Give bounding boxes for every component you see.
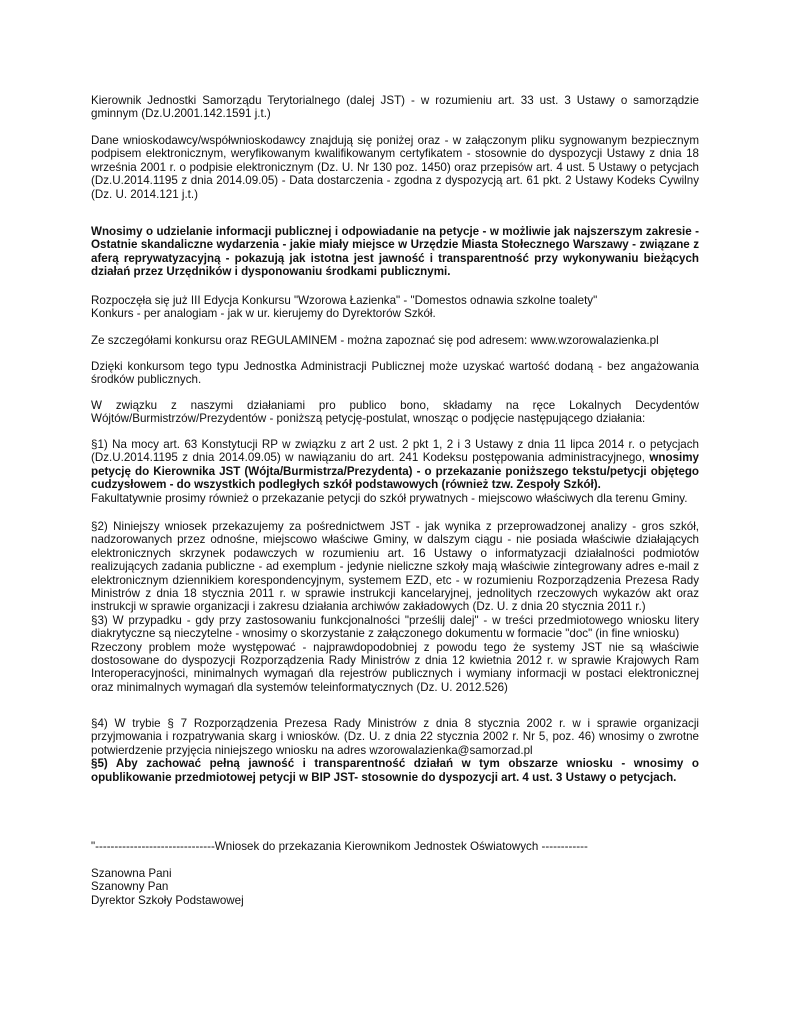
contest-line: Rozpoczęła się już III Edycja Konkursu "Wzorowa Łazienka" - "Domestos odnawia szkolne toalety": [91, 294, 598, 307]
contest-line: Konkurs - per analogiam - jak w ur. kierujemy do Dyrektorów Szkół.: [91, 307, 436, 321]
applicant-paragraph: Dane wnioskodawcy/współwnioskodawcy znajdują się poniżej oraz - w załączonym pliku sygnowanym bezpiecznym podpisem elektronicznym, weryfikowanym kwalifikowanym certyfikatem - stosownie do dyspozycji Ustawy z dnia 18 września 2001 r. o podpisie elektronicznym (Dz. U. Nr 130 poz. 1450) oraz przepisów art. 4 ust. 5 Ustawy o petycjach (Dz.U.2014.1195 z dnia 2014.09.05) - Data dostarczenia - zgodna z dyspozycją art. 61 pkt. 2 Ustawy Kodeks Cywilny (Dz. U. 2014.121 j.t.): [91, 134, 699, 201]
section-1-optional: Fakultatywnie prosimy również o przekazanie petycji do szkół prywatnych - miejscowo właściwych dla terenu Gminy.: [91, 491, 688, 505]
section-2: [91, 520, 699, 694]
salutation-line: Szanowna Pani: [91, 867, 172, 880]
context-paragraph: W związku z naszymi działaniami pro publico bono, składamy na ręce Lokalnych Decydentów Wójtów/Burmistrzów/Prezydentów - poniższą petycję-postulat, wnosząc o podjęcie następującego działania:: [91, 399, 699, 426]
addressee-paragraph: Kierownik Jednostki Samorządu Terytorialnego (dalej JST) - w rozumieniu art. 33 ust. 3 Ustawy o samorządzie gminnym (Dz.U.2001.142.1591 j.t.): [91, 94, 699, 121]
section-1-bold-text: wnosimy petycję do Kierownika JST (Wójta/Burmistrza/Prezydenta) - o przekazanie poniższego tekstu/petycji objętego cudzysłowem - do wszystkich podległych szkół podstawowych (również tzw. Zespoły Szkół).: [91, 451, 699, 492]
value-section: [91, 360, 699, 387]
section-5-paragraph: §5) Aby zachować pełną jawność i transparentność działań w tym obszarze wniosku - wnosimy o opublikowanie przedmiotowej petycji w BIP JST- stosownie do dyspozycji art. 4 ust. 3 Ustawy o petycjach.: [91, 757, 699, 784]
section-1: [91, 438, 699, 505]
salutation-section: [91, 867, 699, 907]
salutation-line: Dyrektor Szkoły Podstawowej: [91, 893, 244, 907]
section-3-paragraph-2: Rzeczony problem może występować - najprawdopodobniej z powodu tego że systemy JST nie są właściwie dostosowane do dyspozycji Rozporządzenia Rady Ministrów z dnia 12 kwietnia 2012 r. w sprawie Krajowych Ram Interoperacyjności, minimalnych wymagań dla rejestrów publicznych i wymiany informacji w postaci elektronicznej oraz minimalnych wymagań dla systemów teleinformatycznych (Dz. U. 2012.526): [91, 640, 699, 694]
value-paragraph: Dzięki konkursom tego typu Jednostka Administracji Publicznej może uzyskać wartość dodaną - bez angażowania środków publicznych.: [91, 360, 699, 387]
section-2-paragraph: §2) Niniejszy wniosek przekazujemy za pośrednictwem JST - jak wynika z przeprowadzonej analizy - gros szkół, nadzorowanych przez odnośne, miejscowo właściwe Gminy, w dalszym ciągu - nie posiada właściwie działających elektronicznych skrzynek podawczych w rozumieniu art. 16 Ustawy o informatyzacji działalności podmiotów realizujących zadania publiczne - ad exemplum - jedynie nieliczne szkoły mają właściwie zintegrowany adres e-mail z elektronicznym dziennikiem korespondencyjnym, systemem EZD, etc - w rozumieniu Rozporządzenia Prezesa Rady Ministrów z dnia 18 stycznia 2011 r. w sprawie instrukcji kancelaryjnej, jednolitych rzeczowych wykazów akt oraz instrukcji w sprawie organizacji i zakresu działania archiwów zakładowych (Dz. U. z dnia 20 stycznia 2011 r.): [91, 520, 699, 614]
contest-details: [91, 334, 699, 347]
applicant-section: [91, 134, 699, 201]
divider-line: "-------------------------------Wniosek do przekazania Kierownikom Jednostek Oświatowych ------------: [91, 840, 588, 853]
section-4: [91, 717, 699, 784]
divider-section: [91, 840, 699, 853]
section-4-paragraph: §4) W trybie § 7 Rozporządzenia Prezesa Rady Ministrów z dnia 8 stycznia 2002 r. w i sprawie organizacji przyjmowania i rozpatrywania skarg i wniosków. (Dz. U. z dnia 22 stycznia 2002 r. Nr 5, poz. 46) wnosimy o zwrotne potwierdzenie przyjęcia niniejszego wniosku na adres wzorowalazienka@samorzad.pl: [91, 717, 699, 757]
section-1-paragraph: [91, 438, 699, 492]
salutation-line: Szanowny Pan: [91, 880, 169, 894]
headline-paragraph: Wnosimy o udzielanie informacji publicznej i odpowiadanie na petycje - w możliwie jak najszerszym zakresie - Ostatnie skandaliczne wydarzenia - jakie miały miejsce w Urzędzie Miasta Stołecznego Warszawy - związane z aferą reprywatyzacyjną - pokazują jak istotna jest jawność i transparentność przy wykonywaniu bieżących działań przez Urzędników i dysponowaniu środkami publicznymi.: [91, 225, 699, 279]
intro-section: [91, 94, 699, 121]
section-1-text: §1) Na mocy art. 63 Konstytucji RP w związku z art 2 ust. 2 pkt 1, 2 i 3 Ustawy z dnia 11 lipca 2014 r. o petycjach (Dz.U.2014.1195 z dnia 2014.09.05) w nawiązaniu do art. 241 Kodeksu postępowania administracyjnego,: [91, 438, 699, 465]
contest-section: [91, 294, 699, 321]
section-3-paragraph: §3) W przypadku - gdy przy zastosowaniu funkcjonalności "prześlij dalej" - w treści przedmiotowego wniosku litery diakrytyczne są nieczytelne - wnosimy o skorzystanie z załączonego dokumentu w formacie "doc" (in fine wniosku): [91, 613, 699, 641]
context-section: [91, 399, 699, 426]
headline-section: [91, 225, 699, 279]
contest-details-text: Ze szczegółami konkursu oraz REGULAMINEM - można zapoznać się pod adresem: www.wzorowalazienka.pl: [91, 334, 659, 347]
